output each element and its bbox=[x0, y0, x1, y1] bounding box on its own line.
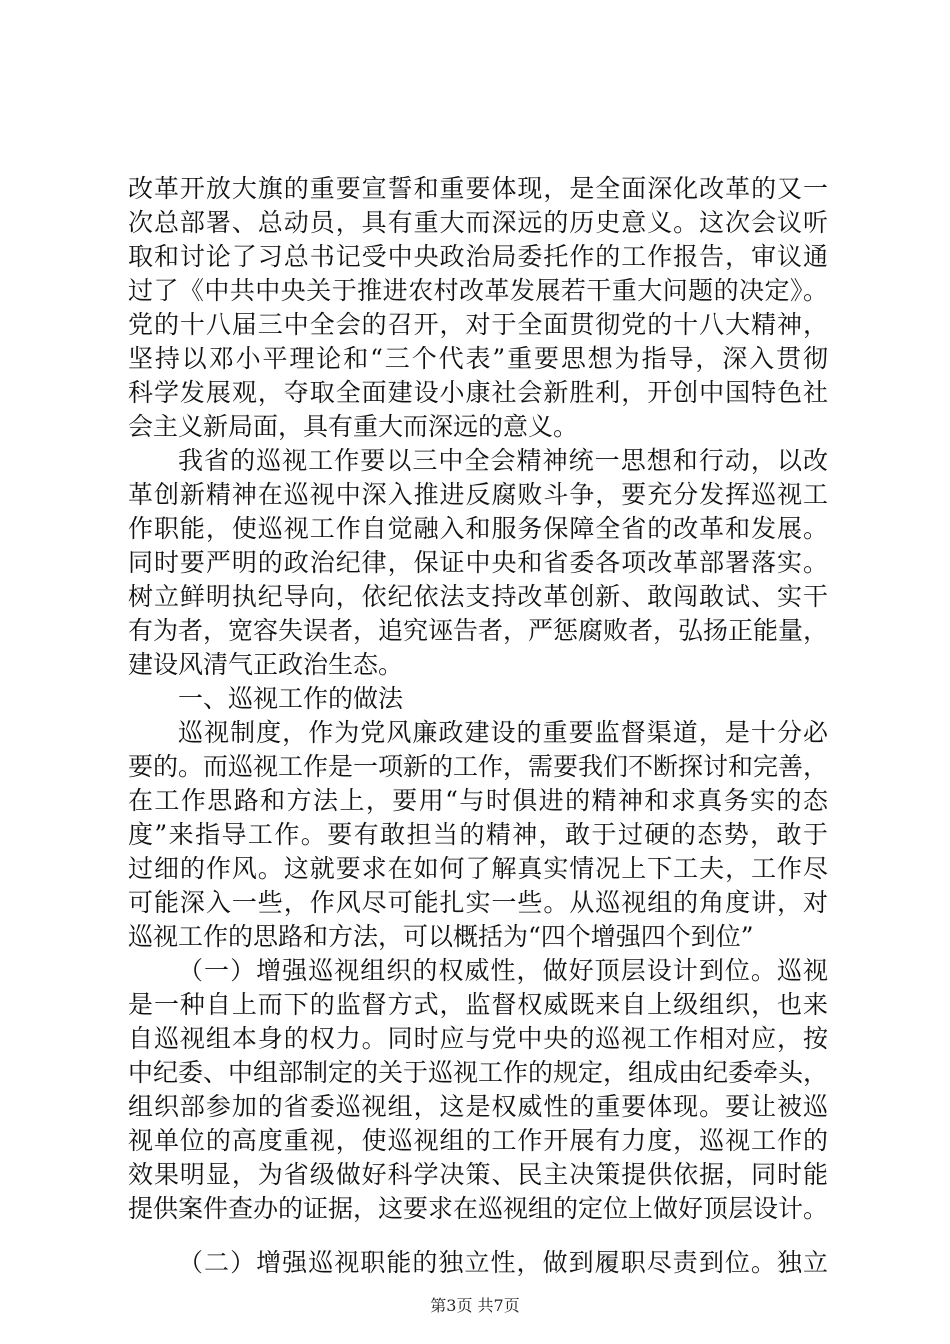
text-line: 组织部参加的省委巡视组，这是权威性的重要体现。要让被巡 bbox=[128, 1092, 828, 1121]
text-line: 坚持以邓小平理论和“三个代表”重要思想为指导，深入贯彻 bbox=[128, 344, 828, 373]
text-line: （二）增强巡视职能的独立性，做到履职尽责到位。独立 bbox=[178, 1248, 828, 1277]
text-line: 在工作思路和方法上，要用“与时俱进的精神和求真务实的态 bbox=[128, 786, 828, 815]
text-line: 过了《中共中央关于推进农村改革发展若干重大问题的决定》。 bbox=[128, 276, 828, 305]
text-line: 巡视制度，作为党风廉政建设的重要监督渠道，是十分必 bbox=[178, 718, 828, 747]
text-line: 度”来指导工作。要有敢担当的精神，敢于过硬的态势，敢于 bbox=[128, 820, 828, 849]
text-line: 视单位的高度重视，使巡视组的工作开展有力度，巡视工作的 bbox=[128, 1126, 828, 1155]
page-number-footer: 第3页 共7页 bbox=[430, 1296, 520, 1315]
text-line: 会主义新局面，具有重大而深远的意义。 bbox=[128, 412, 579, 441]
text-line: 次总部署、总动员，具有重大而深远的历史意义。这次会议听 bbox=[128, 208, 828, 237]
text-line: 效果明显，为省级做好科学决策、民主决策提供依据，同时能 bbox=[128, 1160, 828, 1189]
text-line: 取和讨论了习总书记受中央政治局委托作的工作报告，审议通 bbox=[128, 242, 828, 271]
text-line: 改革开放大旗的重要宣誓和重要体现，是全面深化改革的又一 bbox=[128, 174, 828, 203]
text-line: 作职能，使巡视工作自觉融入和服务保障全省的改革和发展。 bbox=[128, 514, 828, 543]
text-line: 提供案件查办的证据，这要求在巡视组的定位上做好顶层设计。 bbox=[128, 1194, 828, 1223]
text-line: 科学发展观，夺取全面建设小康社会新胜利，开创中国特色社 bbox=[128, 378, 828, 407]
text-line: 同时要严明的政治纪律，保证中央和省委各项改革部署落实。 bbox=[128, 548, 828, 577]
text-line: 是一种自上而下的监督方式，监督权威既来自上级组织，也来 bbox=[128, 990, 828, 1019]
section-heading: 一、巡视工作的做法 bbox=[178, 684, 404, 713]
text-line: 党的十八届三中全会的召开，对于全面贯彻党的十八大精神， bbox=[128, 310, 828, 339]
text-line: （一）增强巡视组织的权威性，做好顶层设计到位。巡视 bbox=[178, 956, 828, 985]
text-line: 可能深入一些，作风尽可能扎实一些。从巡视组的角度讲，对 bbox=[128, 888, 828, 917]
text-line: 建设风清气正政治生态。 bbox=[128, 650, 404, 679]
text-line: 巡视工作的思路和方法，可以概括为“四个增强四个到位” bbox=[128, 922, 754, 951]
text-line: 我省的巡视工作要以三中全会精神统一思想和行动，以改 bbox=[178, 446, 828, 475]
text-line: 革创新精神在巡视中深入推进反腐败斗争，要充分发挥巡视工 bbox=[128, 480, 828, 509]
text-line: 要的。而巡视工作是一项新的工作，需要我们不断探讨和完善， bbox=[128, 752, 828, 781]
text-line: 中纪委、中组部制定的关于巡视工作的规定，组成由纪委牵头， bbox=[128, 1058, 828, 1087]
text-line: 树立鲜明执纪导向，依纪依法支持改革创新、敢闯敢试、实干 bbox=[128, 582, 828, 611]
text-line: 过细的作风。这就要求在如何了解真实情况上下工夫，工作尽 bbox=[128, 854, 828, 883]
text-line: 有为者，宽容失误者，追究诬告者，严惩腐败者，弘扬正能量， bbox=[128, 616, 828, 645]
text-line: 自巡视组本身的权力。同时应与党中央的巡视工作相对应，按 bbox=[128, 1024, 828, 1053]
